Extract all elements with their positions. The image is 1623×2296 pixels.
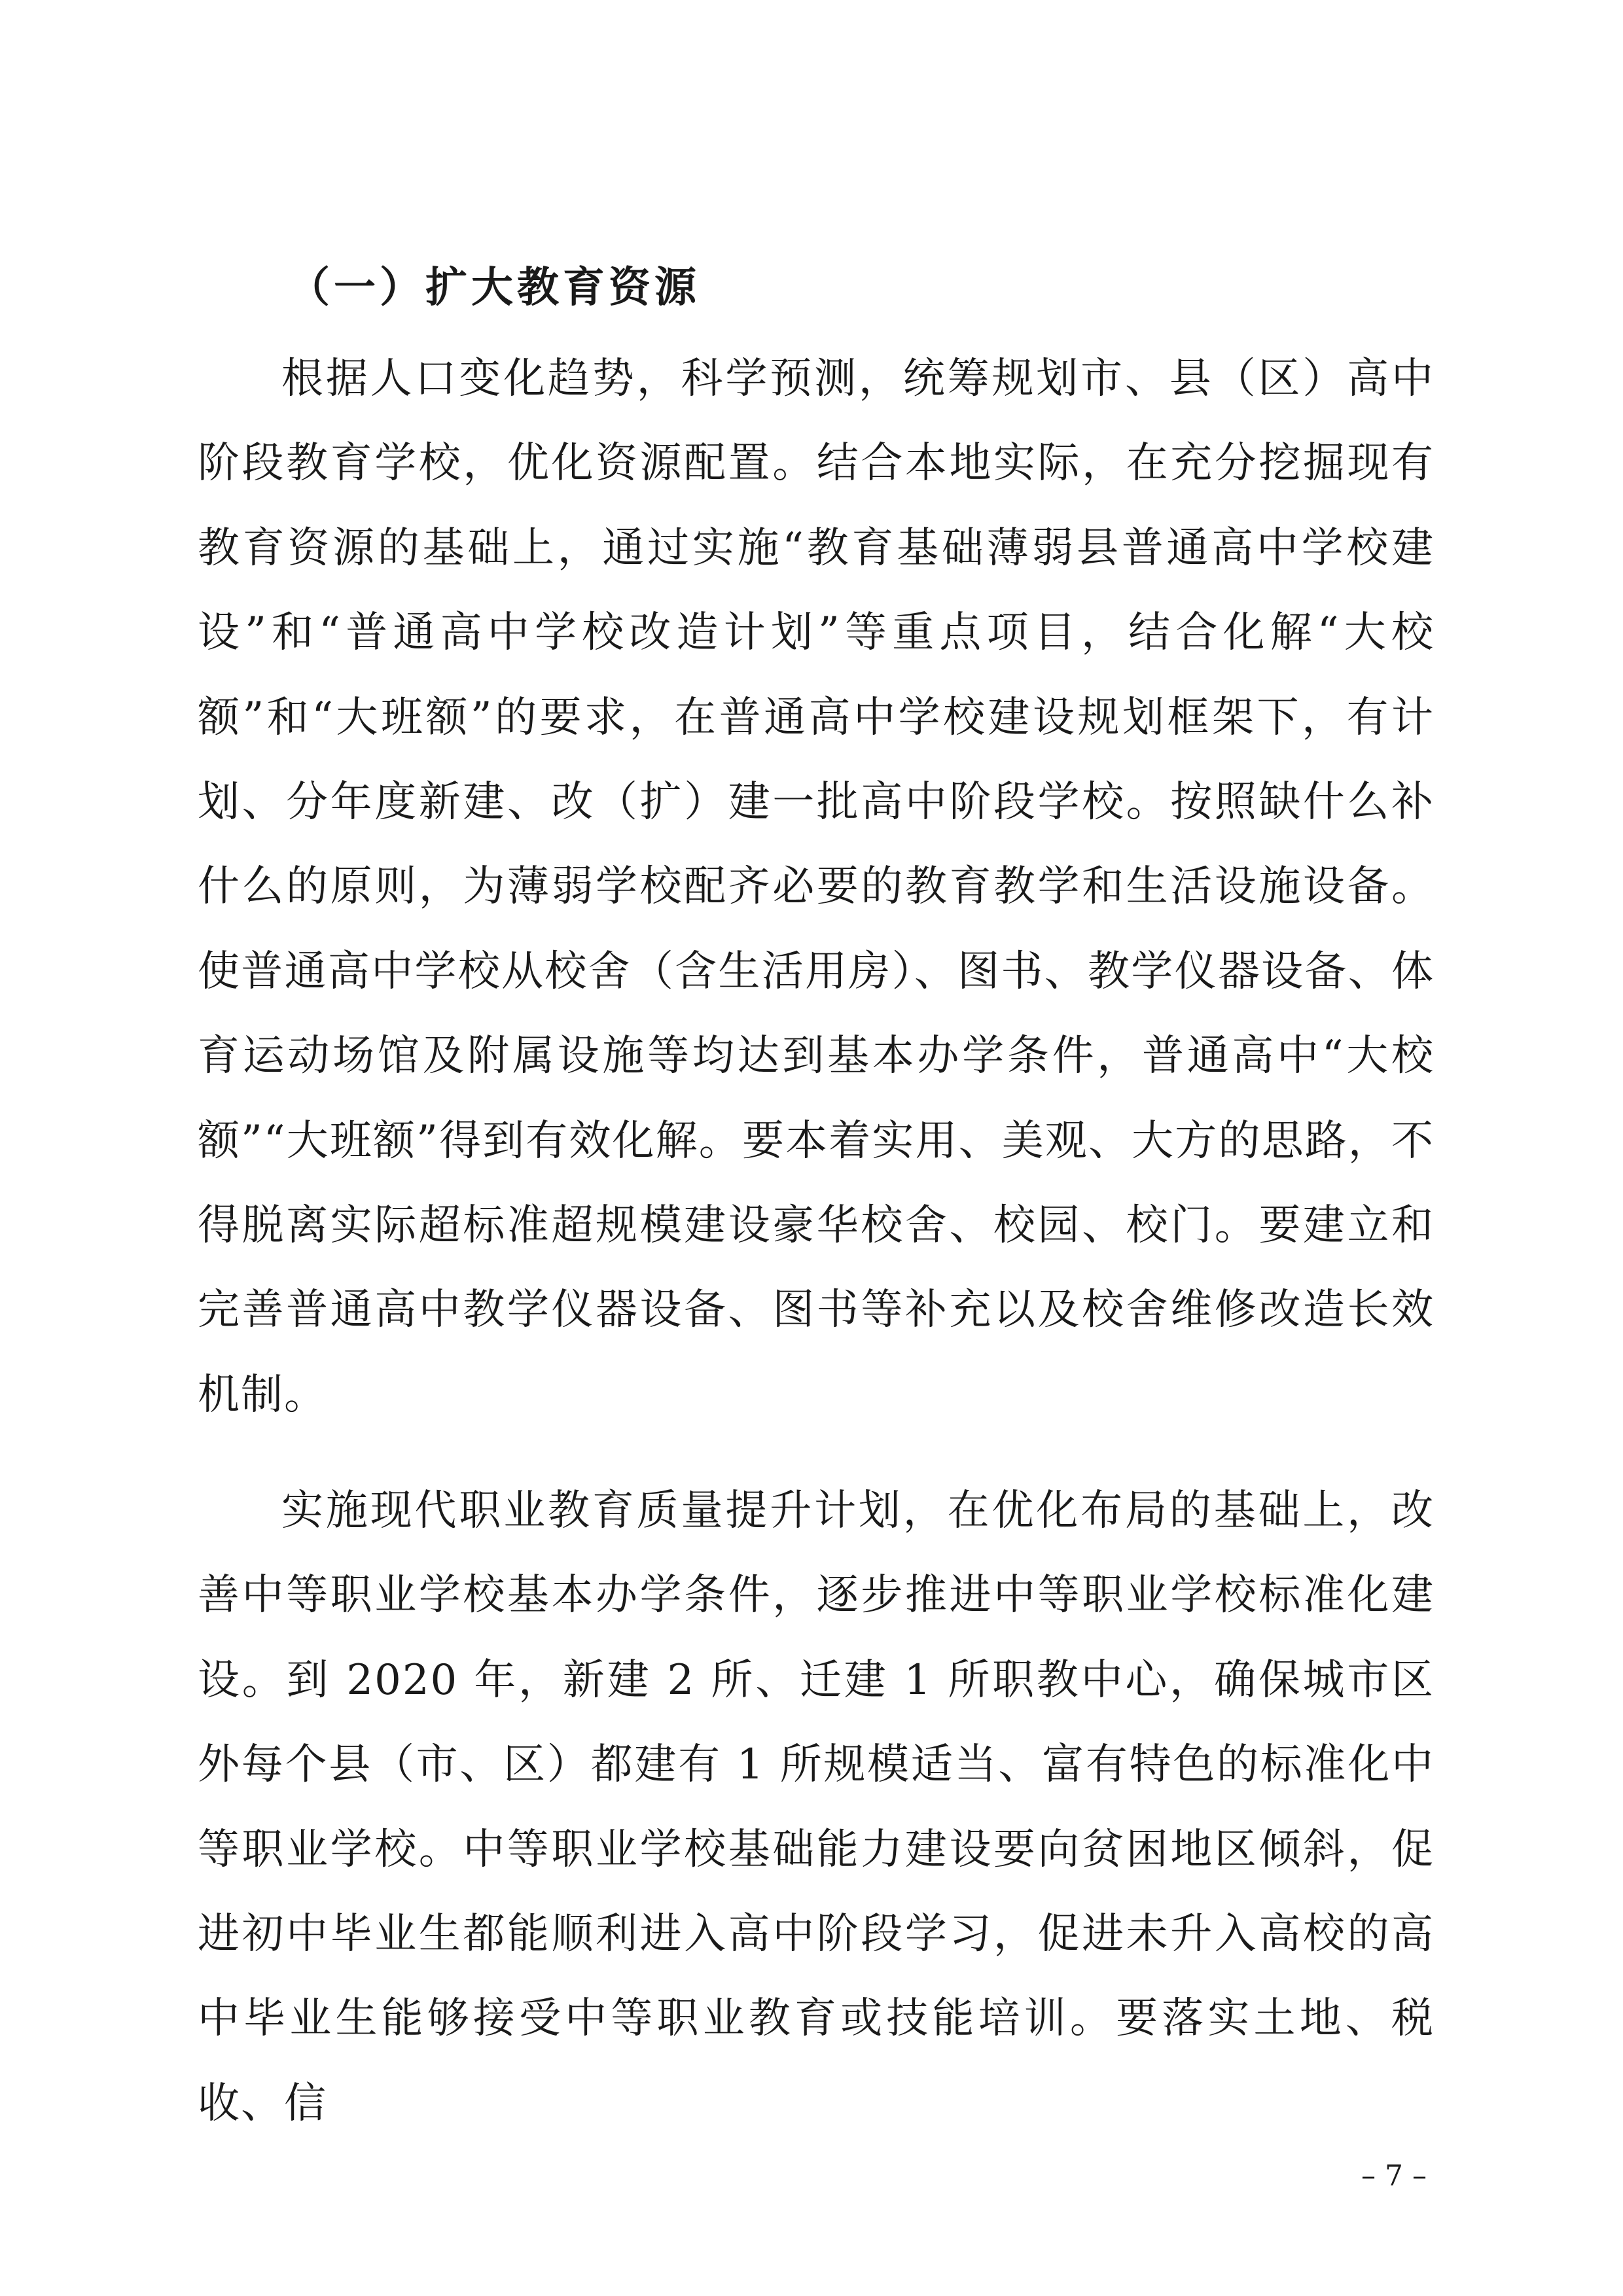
section-heading: （一）扩大教育资源 bbox=[288, 264, 700, 312]
page-number: – 7 – bbox=[1361, 2159, 1427, 2193]
body-paragraph-1: 根据人口变化趋势，科学预测，统筹规划市、县（区）高中阶段教育学校，优化资源配置。结合本地实际，在充分挖掘现有教育资源的基础上，通过实施“教育基础薄弱县普通高中学校建设”和“普通高中学校改造计划”等重点项目，结合化解“大校额”和“大班额”的要求，在普通高中学校建设规划框架下，有计划、分年度新建、改（扩）建一批高中阶段学校。按照缺什么补什么的原则，为薄弱学校配齐必要的教育教学和生活设施设备。使普通高中学校从校舍（含生活用房）、图书、教学仪器设备、体育运动场馆及附属设施等均达到基本办学条件，普通高中“大校额”“大班额”得到有效化解。要本着实用、美观、大方的思路，不得脱离实际超标准超规模建设豪华校舍、校园、校门。要建立和完善普通高中教学仪器设备、图书等补充以及校舍维修改造长效机制。 bbox=[198, 355, 1435, 1419]
body-paragraph-2: 实施现代职业教育质量提升计划，在优化布局的基础上，改善中等职业学校基本办学条件，逐步推进中等职业学校标准化建设。到 2020 年，新建 2 所、迁建 1 所职教中心，确保城市区外每个县（市、区）都建有 1 所规模适当、富有特色的标准化中等职业学校。中等职业学校基础能力建设要向贫困地区倾斜，促进初中毕业生都能顺利进入高中阶段学习，促进未升入高校的高中毕业生能够接受中等职业教育或技能培训。要落实土地、税收、信 bbox=[198, 1487, 1435, 2128]
